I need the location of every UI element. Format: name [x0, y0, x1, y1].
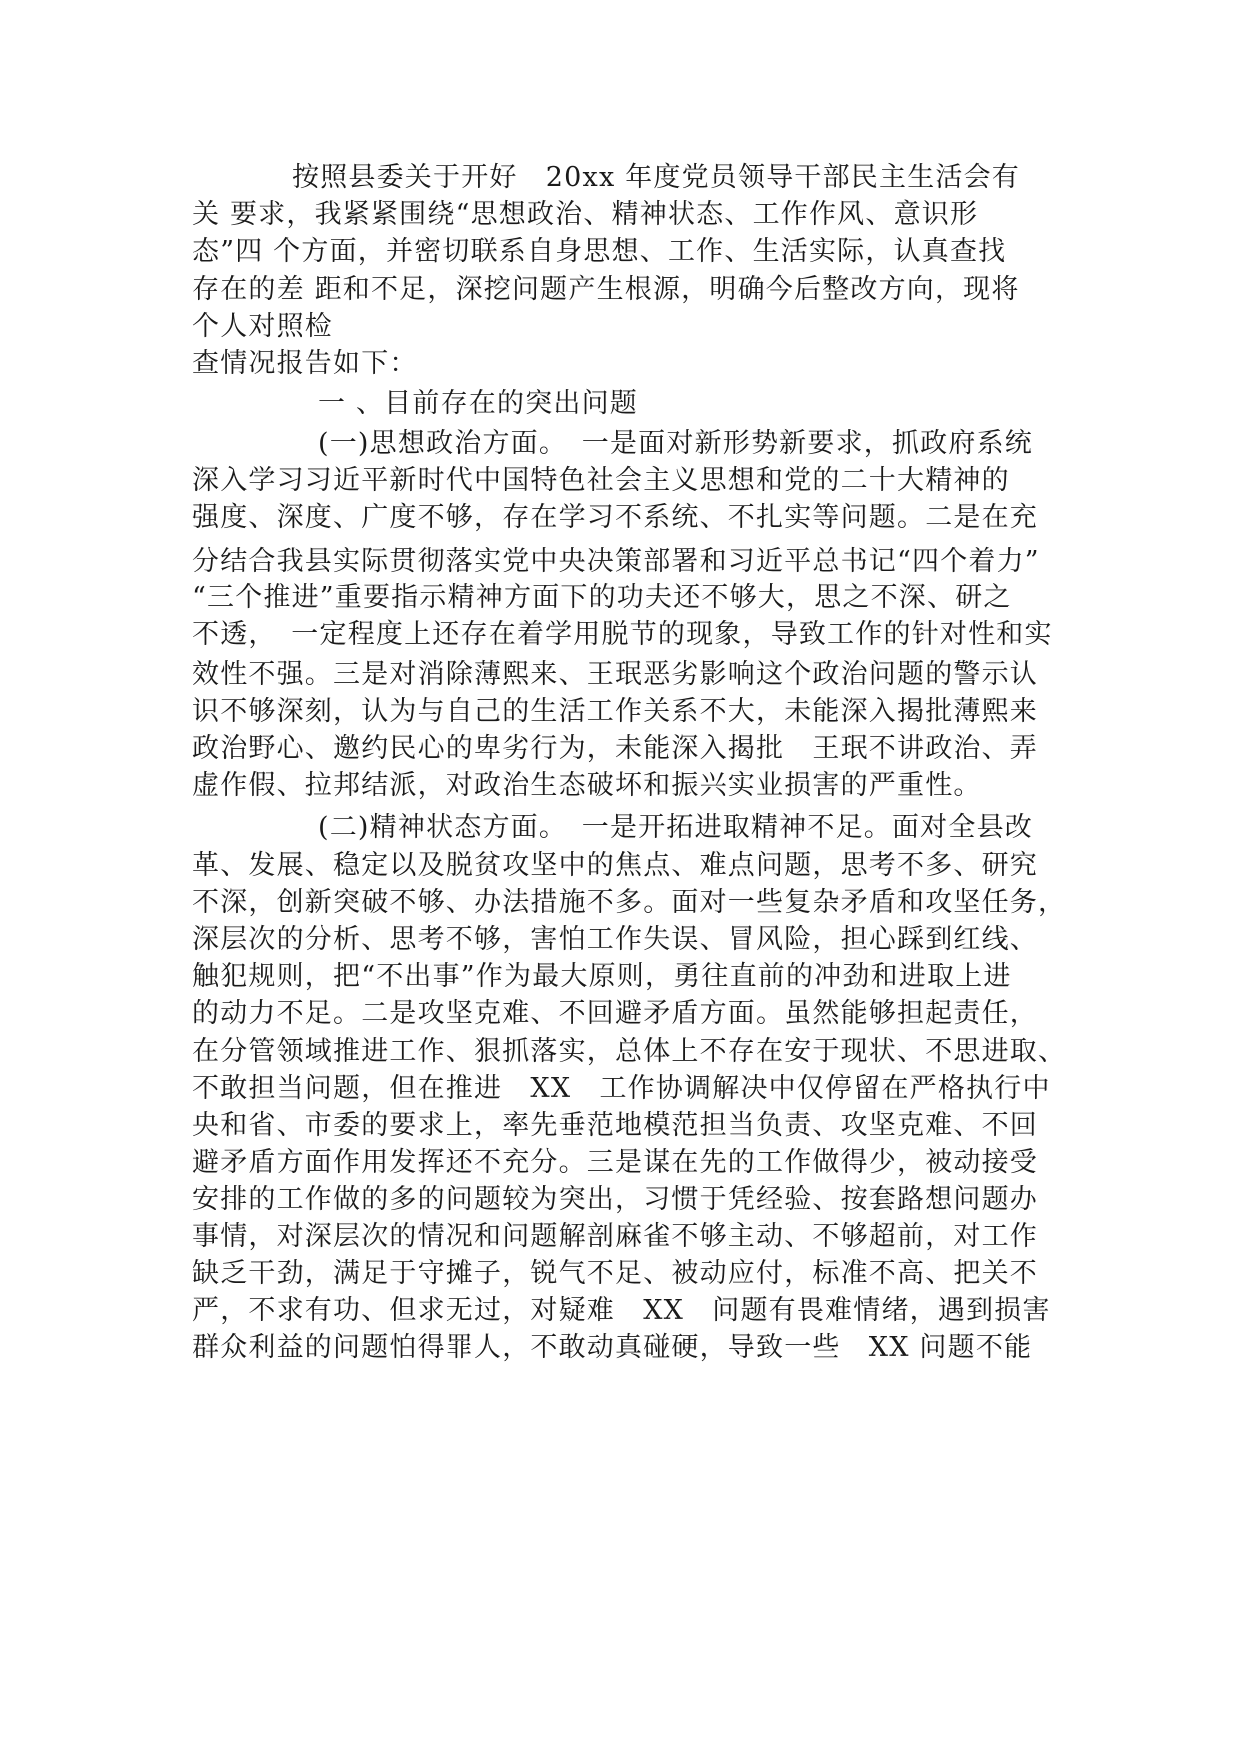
text-line: 识不够深刻，认为与自己的生活工作关系不大，未能深入揭批薄熙来 [192, 696, 1038, 727]
text-line: 触犯规则，把“不出事”作为最大原则，勇往直前的冲劲和进取上进 [192, 961, 1012, 992]
subsection-heading-line: (一)思想政治方面。 一是面对新形势新要求，抓政府系统 [318, 428, 1033, 459]
text-line: 按照县委关于开好 20xx 年度党员领导干部民主生活会有 [292, 162, 1020, 193]
text-line: 群众利益的问题怕得罪人，不敢动真碰硬，导致一些 XX 问题不能 [192, 1332, 1033, 1363]
text-line: 不深，创新突破不够、办法措施不多。面对一些复杂矛盾和攻坚任务， [192, 887, 1067, 918]
text-line: 不敢担当问题，但在推进 XX 工作协调解决中仅停留在严格执行中 [192, 1073, 1051, 1104]
subsection-heading-line: (二)精神状态方面。 一是开拓进取精神不足。面对全县改 [318, 812, 1033, 843]
text-line: 深层次的分析、思考不够，害怕工作失误、冒风险，担心踩到红线、 [192, 924, 1038, 955]
text-line: 存在的差 距和不足，深挖问题产生根源，明确今后整改方向，现将 [192, 274, 1020, 305]
text-line: 避矛盾方面作用发挥还不充分。三是谋在先的工作做得少，被动接受 [192, 1147, 1038, 1178]
text-line: 个人对照检 [192, 311, 333, 342]
text-line: 虚作假、拉邦结派，对政治生态破坏和振兴实业损害的严重性。 [192, 770, 982, 801]
text-line: 效性不强。三是对消除薄熙来、王珉恶劣影响这个政治问题的警示认 [192, 659, 1038, 690]
text-line: 缺乏干劲，满足于守摊子，锐气不足、被动应付，标准不高、把关不 [192, 1258, 1038, 1289]
text-line: 央和省、市委的要求上，率先垂范地模范担当负责、攻坚克难、不回 [192, 1110, 1038, 1141]
text-line: 在分管领域推进工作、狠抓落实，总体上不存在安于现状、不思进取、 [192, 1036, 1067, 1067]
text-line: 分结合我县实际贯彻落实党中央决策部署和习近平总书记“四个着力” [192, 546, 1040, 577]
text-line: 不透， 一定程度上还存在着学用脱节的现象，导致工作的针对性和实 [192, 619, 1053, 650]
text-line: 政治野心、邀约民心的卑劣行为，未能深入揭批 王珉不讲政治、弄 [192, 733, 1038, 764]
text-line: 关 要求，我紧紧围绕“思想政治、精神状态、工作作风、意识形 [192, 199, 979, 230]
text-line: 的动力不足。二是攻坚克难、不回避矛盾方面。虽然能够担起责任， [192, 998, 1038, 1029]
text-line: 安排的工作做的多的问题较为突出，习惯于凭经验、按套路想问题办 [192, 1184, 1038, 1215]
text-line: 态”四 个方面，并密切联系自身思想、工作、生活实际，认真查找 [192, 236, 1007, 267]
text-line: 强度、深度、广度不够，存在学习不系统、不扎实等问题。二是在充 [192, 502, 1038, 533]
text-line: 事情，对深层次的情况和问题解剖麻雀不够主动、不够超前，对工作 [192, 1221, 1038, 1252]
text-line: “三个推进”重要指示精神方面下的功夫还不够大，思之不深、研之 [192, 582, 1012, 613]
section-heading: 一 、目前存在的突出问题 [318, 388, 638, 419]
text-line: 严，不求有功、但求无过，对疑难 XX 问题有畏难情绪，遇到损害 [192, 1295, 1051, 1326]
text-line: 查情况报告如下： [192, 348, 418, 379]
text-line: 深入学习习近平新时代中国特色社会主义思想和党的二十大精神的 [192, 465, 1010, 496]
text-line: 革、发展、稳定以及脱贫攻坚中的焦点、难点问题，思考不多、研究 [192, 850, 1038, 881]
